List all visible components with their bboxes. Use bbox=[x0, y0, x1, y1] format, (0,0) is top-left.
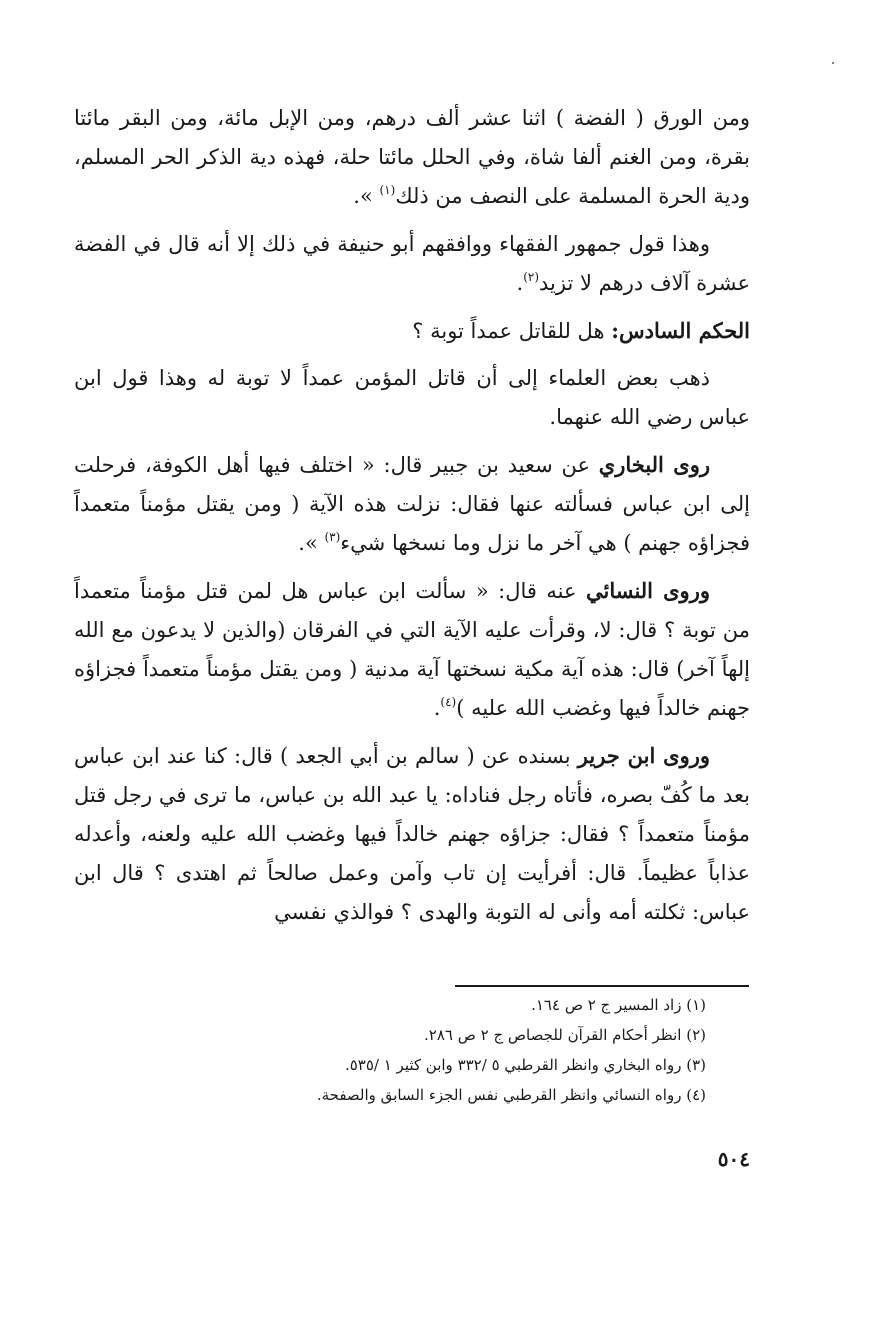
paragraph-text: بسنده عن ( سالم بن أبي الجعد ) قال: كنا عند ابن عباس بعد ما كُفّ بصره، فأتاه رجل فناداه: يا عبد الله بن عباس، ما ترى في رجل قتل مؤمناً متعمداً ؟ فقال: جزاؤه جهنم خالداً فيها وغضب الله عليه ولعنه، وأعدله عذاباً عظيماً. قال: أفرأيت إن تاب وآمن وعمل صالحاً ثم اهتدى ؟ قال ابن عباس: ثكلته أمه وأنى له التوبة والهدى ؟ فوالذي نفسي bbox=[74, 744, 750, 924]
footnote-marker: (٢) bbox=[523, 270, 540, 284]
paragraph-text: عنه قال: « سألت ابن عباس هل لمن قتل مؤمناً متعمداً من توبة ؟ قال: لا، وقرأت عليه الآية التي في الفرقان (والذين لا يدعون مع الله إلهاً آخر) قال: هذه آية مكية نسختها آية مدنية ( ومن يقتل مؤمناً متعمداً فجزاؤه جهنم خالداً فيها وغضب الله عليه ) bbox=[74, 579, 750, 720]
paragraph-lead: وروى النسائي bbox=[585, 578, 710, 603]
footnotes bbox=[74, 990, 706, 1110]
paragraph-lead: روى البخاري bbox=[598, 452, 711, 477]
section-heading bbox=[74, 311, 750, 351]
footnote-separator bbox=[455, 985, 749, 987]
paragraph-4 bbox=[74, 359, 750, 437]
paragraph-text: ذهب بعض العلماء إلى أن قاتل المؤمن عمداً لا توبة له وهذا قول ابن عباس رضي الله عنهما. bbox=[74, 366, 750, 429]
paragraph-text: وهذا قول جمهور الفقهاء ووافقهم أبو حنيفة في ذلك إلا أنه قال في الفضة عشرة آلاف درهم لا تزيد bbox=[74, 232, 750, 295]
footnote-2: (٢) انظر أحكام القرآن للجصاص ج ٢ ص ٢٨٦. bbox=[424, 1026, 706, 1044]
page-number: ٥٠٤ bbox=[717, 1147, 750, 1171]
footnote-4: (٤) رواه النسائي وانظر القرطبي نفس الجزء السابق والصفحة. bbox=[316, 1086, 706, 1104]
paragraph-tail: . bbox=[433, 696, 441, 720]
footnote-marker: (٤) bbox=[440, 695, 457, 709]
scan-speck bbox=[832, 62, 834, 64]
section-heading-lead: الحكم السادس: bbox=[611, 318, 750, 343]
main-text-body bbox=[74, 98, 750, 940]
paragraph-tail: ». bbox=[353, 184, 380, 208]
paragraph-tail: . bbox=[516, 271, 524, 295]
paragraph-text: ومن الورق ( الفضة ) اثنا عشر ألف درهم، ومن الإبل مائة، ومن البقر مائتا بقرة، ومن الغنم ألفا شاة، وفي الحلل مائتا حلة، فهذه دية الذكر الحر المسلم، ودية الحرة المسلمة على النصف من ذلك bbox=[74, 106, 750, 208]
paragraph-6 bbox=[74, 571, 750, 728]
paragraph-7 bbox=[74, 736, 750, 932]
paragraph-5 bbox=[74, 445, 750, 563]
footnote-3: (٣) رواه البخاري وانظر القرطبي ٥ /٣٣٢ وابن كثير ١ /٥٣٥. bbox=[344, 1056, 706, 1074]
paragraph-1 bbox=[74, 98, 750, 216]
paragraph-lead: وروى ابن جرير bbox=[577, 743, 711, 768]
paragraph-tail: ». bbox=[298, 531, 325, 555]
paragraph-2 bbox=[74, 224, 750, 303]
footnote-marker: (١) bbox=[379, 183, 396, 197]
footnote-1: (١) زاد المسير ج ٢ ص ١٦٤. bbox=[531, 996, 706, 1014]
section-heading-question: هل للقاتل عمداً توبة ؟ bbox=[412, 319, 612, 343]
footnote-marker: (٣) bbox=[324, 530, 341, 544]
paragraph-text: عن سعيد بن جبير قال: « اختلف فيها أهل الكوفة، فرحلت إلى ابن عباس فسألته عنها فقال: نزلت هذه الآية ( ومن يقتل مؤمناً متعمداً فجزاؤه جهنم ) هي آخر ما نزل وما نسخها شيء bbox=[74, 453, 750, 555]
